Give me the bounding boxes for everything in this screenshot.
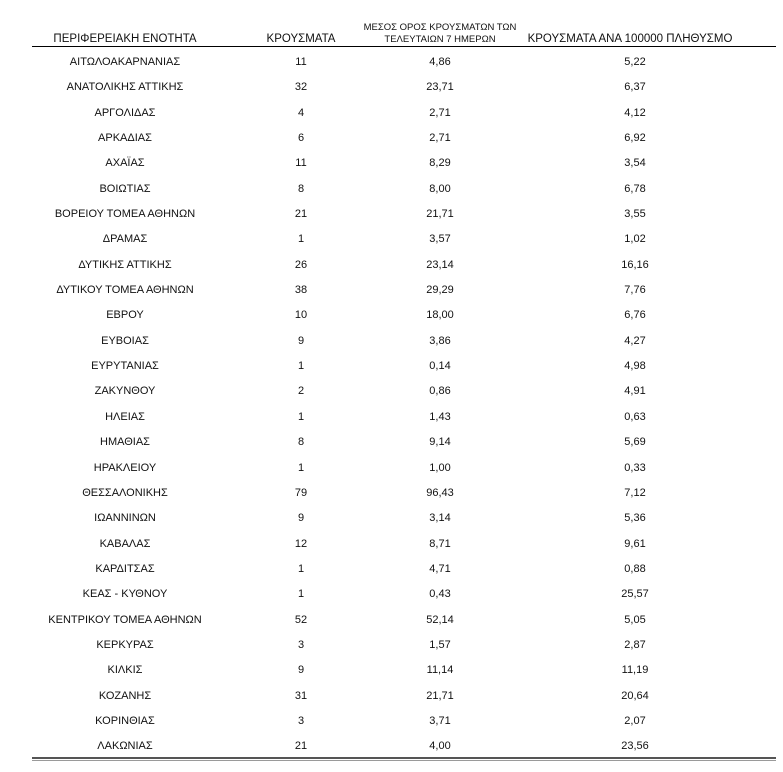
cases-cell: 1: [297, 588, 305, 601]
cases-cell: 38: [294, 284, 308, 297]
cases-cell: 1: [297, 410, 305, 423]
region-cell: ΗΛΕΙΑΣ: [105, 410, 145, 423]
cases-cell: 1: [297, 461, 305, 474]
cases-cell: 8: [297, 182, 305, 195]
cases-cell: 11: [295, 56, 307, 68]
region-cell: ΚΟΖΑΝΗΣ: [98, 689, 152, 702]
bottom-divider: [32, 757, 776, 759]
cases-cell: 52: [294, 613, 308, 626]
region-cell: ΕΥΒΟΙΑΣ: [101, 334, 149, 347]
avg7-cell: 23,14: [426, 258, 454, 271]
region-cell: ΚΙΛΚΙΣ: [107, 664, 143, 677]
table-row: [0, 201, 783, 226]
region-cell: ΕΥΡΥΤΑΝΙΑΣ: [91, 360, 159, 373]
region-cell: ΕΒΡΟΥ: [106, 309, 144, 322]
per100k-cell: 5,05: [624, 613, 646, 626]
table-row: [0, 302, 783, 327]
per100k-cell: 4,27: [624, 334, 646, 347]
avg7-cell: 9,14: [429, 436, 451, 449]
per100k-cell: 11,19: [621, 664, 649, 677]
table-row: [0, 429, 783, 454]
table-row: [0, 378, 783, 403]
avg7-cell: 21,71: [426, 689, 454, 702]
cases-cell: 9: [297, 512, 305, 525]
avg7-cell: 2,71: [429, 132, 451, 145]
cases-cell: 26: [294, 258, 308, 271]
avg7-cell: 23,71: [426, 81, 454, 94]
avg7-cell: 8,00: [429, 182, 451, 195]
header-avg7: ΜΕΣΟΣ ΟΡΟΣ ΚΡΟΥΣΜΑΤΩΝ ΤΩΝ ΤΕΛΕΥΤΑΙΩΝ 7 ΗΜΕΡΩΝ: [363, 22, 517, 45]
header-divider: [32, 46, 776, 47]
per100k-cell: 5,22: [624, 56, 646, 68]
region-cell: ΔΥΤΙΚΟΥ ΤΟΜΕΑ ΑΘΗΝΩΝ: [56, 284, 194, 297]
table-row: [0, 328, 783, 353]
per100k-cell: 4,91: [624, 385, 646, 398]
per100k-cell: 5,36: [624, 512, 646, 525]
avg7-cell: 96,43: [426, 486, 454, 499]
table-row: [0, 404, 783, 429]
avg7-cell: 0,86: [429, 385, 451, 398]
per100k-cell: 16,16: [621, 258, 649, 271]
avg7-cell: 4,00: [429, 740, 451, 753]
region-cell: ΑΡΓΟΛΙΔΑΣ: [94, 106, 156, 119]
table-body: [0, 49, 783, 759]
per100k-cell: 25,57: [621, 588, 649, 601]
region-cell: ΚΕΝΤΡΙΚΟΥ ΤΟΜΕΑ ΑΘΗΝΩΝ: [48, 613, 202, 626]
avg7-cell: 8,29: [429, 157, 451, 170]
region-cell: ΖΑΚΥΝΘΟΥ: [94, 385, 156, 398]
table-row: [0, 708, 783, 733]
avg7-cell: 3,14: [429, 512, 451, 525]
region-cell: ΛΑΚΩΝΙΑΣ: [97, 740, 153, 753]
region-cell: ΑΙΤΩΛΟΑΚΑΡΝΑΝΙΑΣ: [69, 56, 181, 68]
region-cell: ΚΕΑΣ - ΚΥΘΝΟΥ: [82, 588, 168, 601]
avg7-cell: 29,29: [426, 284, 454, 297]
avg7-cell: 4,71: [429, 562, 451, 575]
per100k-cell: 2,07: [624, 714, 646, 727]
region-cell: ΚΕΡΚΥΡΑΣ: [96, 638, 154, 651]
cases-cell: 32: [294, 81, 308, 94]
cases-cell: 1: [297, 360, 305, 373]
avg7-cell: 21,71: [426, 208, 454, 221]
per100k-cell: 7,12: [624, 486, 646, 499]
per100k-cell: 4,12: [624, 106, 646, 119]
cases-cell: 9: [297, 664, 305, 677]
cases-cell: 21: [294, 740, 308, 753]
avg7-cell: 3,71: [429, 714, 451, 727]
table-row: [0, 176, 783, 201]
per100k-cell: 3,55: [624, 208, 646, 221]
cases-cell: 31: [294, 689, 308, 702]
per100k-cell: 9,61: [624, 537, 646, 550]
per100k-cell: 20,64: [621, 689, 649, 702]
table-row: [0, 74, 783, 99]
region-cell: ΔΥΤΙΚΗΣ ΑΤΤΙΚΗΣ: [78, 258, 172, 271]
region-cell: ΗΜΑΘΙΑΣ: [100, 436, 150, 449]
table-row: [0, 505, 783, 530]
table-row: [0, 556, 783, 581]
cases-cell: 8: [297, 436, 305, 449]
table-row: [0, 657, 783, 682]
cases-cell: 12: [294, 537, 308, 550]
avg7-cell: 1,00: [429, 461, 451, 474]
per100k-cell: 6,76: [624, 309, 646, 322]
header-cases: ΚΡΟΥΣΜΑΤΑ: [266, 33, 336, 45]
table-header: [0, 0, 783, 46]
region-cell: ΑΝΑΤΟΛΙΚΗΣ ΑΤΤΙΚΗΣ: [66, 81, 184, 94]
table-row: [0, 480, 783, 505]
avg7-cell: 18,00: [426, 309, 454, 322]
per100k-cell: 6,92: [624, 132, 646, 145]
table-row: [0, 100, 783, 125]
per100k-cell: 4,98: [624, 360, 646, 373]
region-cell: ΒΟΡΕΙΟΥ ΤΟΜΕΑ ΑΘΗΝΩΝ: [54, 208, 196, 221]
table-row: [0, 607, 783, 632]
per100k-cell: 0,88: [624, 562, 646, 575]
avg7-cell: 2,71: [429, 106, 451, 119]
cases-cell: 10: [294, 309, 308, 322]
table-row: [0, 49, 783, 74]
table-row: [0, 277, 783, 302]
avg7-cell: 11,14: [426, 664, 454, 677]
region-cell: ΒΟΙΩΤΙΑΣ: [99, 182, 151, 195]
avg7-cell: 0,14: [429, 360, 451, 373]
avg7-cell: 3,86: [429, 334, 451, 347]
per100k-cell: 0,33: [624, 461, 646, 474]
region-cell: ΑΡΚΑΔΙΑΣ: [98, 132, 152, 145]
per100k-cell: 3,54: [624, 157, 646, 170]
avg7-cell: 4,86: [429, 56, 451, 68]
cases-cell: 4: [297, 106, 305, 119]
cases-cell: 9: [297, 334, 305, 347]
table-row: [0, 252, 783, 277]
table-row: [0, 733, 783, 758]
avg7-cell: 0,43: [429, 588, 451, 601]
table-row: [0, 632, 783, 657]
region-cell: ΑΧΑΪΑΣ: [105, 157, 145, 170]
region-cell: ΚΑΡΔΙΤΣΑΣ: [95, 562, 155, 575]
cases-cell: 3: [297, 638, 305, 651]
avg7-cell: 52,14: [426, 613, 454, 626]
table-row: [0, 455, 783, 480]
cases-cell: 1: [297, 233, 305, 246]
per100k-cell: 6,37: [624, 81, 646, 94]
per100k-cell: 1,02: [624, 233, 646, 246]
table-row: [0, 683, 783, 708]
per100k-cell: 2,87: [624, 638, 646, 651]
table-row: [0, 531, 783, 556]
header-region: ΠΕΡΙΦΕΡΕΙΑΚΗ ΕΝΟΤΗΤΑ: [53, 33, 197, 45]
cases-cell: 2: [297, 385, 305, 398]
table-row: [0, 581, 783, 606]
table-row: [0, 125, 783, 150]
avg7-cell: 1,43: [429, 410, 451, 423]
per100k-cell: 7,76: [624, 284, 646, 297]
region-cell: ΗΡΑΚΛΕΙΟΥ: [93, 461, 157, 474]
header-per100k: ΚΡΟΥΣΜΑΤΑ ΑΝΑ 100000 ΠΛΗΘΥΣΜΟ: [527, 33, 733, 45]
region-cell: ΚΟΡΙΝΘΙΑΣ: [95, 714, 155, 727]
table-row: [0, 226, 783, 251]
table-row: [0, 150, 783, 175]
cases-cell: 1: [297, 562, 305, 575]
region-cell: ΚΑΒΑΛΑΣ: [99, 537, 151, 550]
region-cell: ΙΩΑΝΝΙΝΩΝ: [94, 512, 156, 525]
per100k-cell: 6,78: [624, 182, 646, 195]
bottom-divider-shadow: [32, 760, 776, 761]
cases-cell: 79: [294, 486, 308, 499]
cases-cell: 3: [297, 714, 305, 727]
table-row: [0, 353, 783, 378]
per100k-cell: 0,63: [624, 410, 646, 423]
per100k-cell: 5,69: [624, 436, 646, 449]
region-cell: ΘΕΣΣΑΛΟΝΙΚΗΣ: [82, 486, 168, 499]
avg7-cell: 8,71: [429, 537, 451, 550]
cases-cell: 21: [294, 208, 308, 221]
per100k-cell: 23,56: [621, 740, 649, 753]
avg7-cell: 3,57: [429, 233, 451, 246]
region-cell: ΔΡΑΜΑΣ: [102, 233, 148, 246]
cases-cell: 11: [295, 157, 307, 170]
avg7-cell: 1,57: [429, 638, 451, 651]
cases-cell: 6: [297, 132, 305, 145]
